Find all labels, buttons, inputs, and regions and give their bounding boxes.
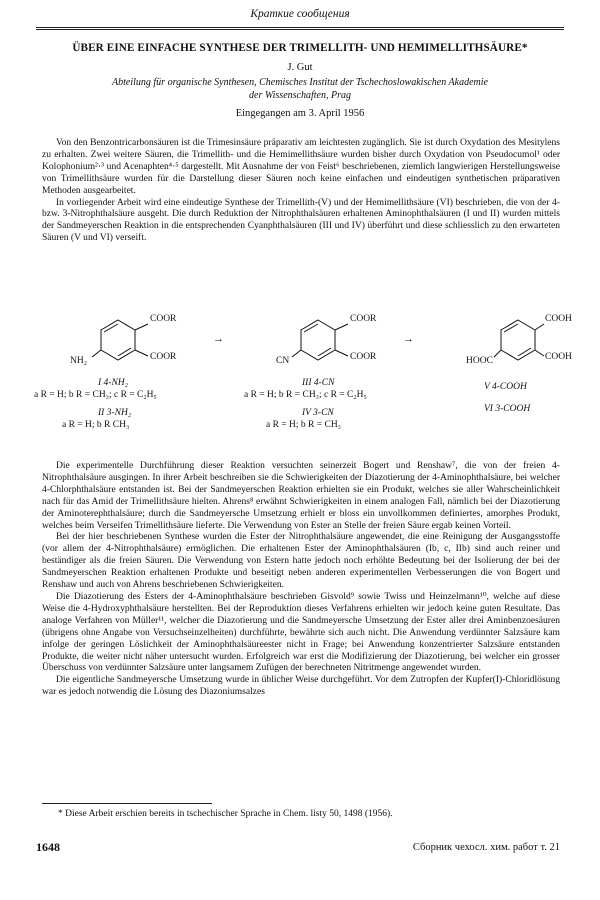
affiliation-line-1: Abteilung für organische Synthesen, Chemisches Institut der Tschechoslowakischen Akademie: [112, 77, 488, 88]
bond-line: [92, 350, 101, 357]
compound-label: III 4-CN: [302, 378, 335, 388]
paragraph: Die Diazotierung des Esters der 4-Aminophthalsäure beschrieben Gisvold⁹ sowie Twiss und Heinzelmann¹⁰, welche auf diese Weise die 4-Hydroxyphthalsäure herstellten. Bei der Reproduktion dieses Verfahrens erhielten wir jedoch keine guten Resultate. Das analoge Verfahren von Müller¹¹, welcher die Diazotierung und die Sandmeyersche Umsetzung der Ester aller drei Aminbenzoesäuren (übrigens ohne Angabe von Versuchseinzelheiten) durchführte, bewährte sich auch nicht. Die Anwendung verdünnter Salzsäure kam infolge der geringen Löslichkeit der Aminophthalsäureester nicht in Frage; bei Anwendung konzentrierter Salzsäure entstanden Produkte, die weiter nicht näher untersucht wurden. Erfolgreich war erst die Modifizierung der Diazotierung, bei welcher ein grosser Überschuss von verdünnter Salzsäure unter langsamem Zufügen der berechneten Nitritmenge angewendet wurden.: [42, 590, 560, 674]
ring-double-bond: [118, 348, 131, 356]
header-rule-2: [36, 29, 564, 30]
compound-variants: a R = H; b R = CH₃; c R = C₂H₅: [34, 390, 157, 400]
compound-variants: a R = H; b R = CH₃; c R = C₂H₅: [244, 390, 367, 400]
ring-double-bond: [304, 324, 318, 332]
affiliation-line-2: der Wissenschaften, Prag: [249, 90, 351, 101]
paragraph: Bei der hier beschriebenen Synthese wurden die Ester der Nitrophthalsäure angewendet, die eine Reinigung der Ausgangsstoffe (vor allem der 4-Nitrophthalsäure) ermöglichen. Die erhaltenen Ester der Aminophthalsäuren (Ib, c, IIb) sind auch reiner und beständiger als die freien Säuren. Die Verwendung von Estern hatte jedoch noch erhöhte Bedeutung bei der Isolierung der bei der Sandmeyerschen Reaktion erhaltenen Produkte und beseitigt neben anderen experimentellen Verbesserungen die von Bogert und Renshaw und auch von Ahrens beschriebenen Schwierigkeiten.: [42, 531, 560, 591]
bond-line: [535, 324, 544, 330]
paragraph: In vorliegender Arbeit wird eine eindeutige Synthese der Trimellith-(V) und der Hemimellithsäure (VI) beschrieben, die von der 4- bzw. 3-Nitrophthalsäure ausgeht. Die durch Reduktion der Nitrophthalsäuren erhaltenen Aminophthalsäuren (I und II) wurden mittels der Sandmeyerschen Reaktion in die entsprechenden Cyanphthalsäuren (III und IV) überführt und diese schliesslich zu den erwarteten Säuren (V und VI) verseift.: [42, 196, 560, 244]
received-date: Eingegangen am 3. April 1956: [235, 108, 365, 119]
benzene-ring-2: [301, 320, 335, 360]
bond-line: [335, 324, 348, 330]
running-header: Краткие сообщения: [250, 8, 350, 20]
compound-variants: a R = H; b R = CH₃: [266, 420, 341, 430]
journal-reference: Сборник чехосл. хим. работ т. 21: [412, 842, 560, 853]
paragraph: Von den Benzontricarbonsäuren ist die Trimesinsäure präparativ am leichtesten zugänglich. Sie ist durch Oxydation des Mesitylens zu erhalten. Zwei weitere Säuren, die Trimellith- und die Hemimellithsäure wurden bisher durch Oxydation von Pseudocumol¹ oder Kolophonium²·³ und Acenaphten⁴·⁵ dargestellt. Mit Ausnahme der von Feist⁶ beschriebenen, ziemlich langwierigen Herstellungsweise von Trimellithsäure wurden für die Darstellung dieser Säuren noch keine einfachen und eindeutigen synthetischen präparativen Methoden ausgearbeitet.: [42, 137, 560, 196]
substituent-label: NH₂: [70, 356, 88, 366]
ring-double-bond: [504, 324, 518, 332]
ring-double-bond: [518, 348, 531, 356]
substituent-label: COOR: [150, 314, 177, 324]
compound-variants: a R = H; b R CH₃: [62, 420, 130, 430]
reaction-arrow: →: [213, 333, 224, 345]
paragraph: Die experimentelle Durchführung dieser Reaktion versuchten seinerzeit Bogert und Renshaw⁷, die von der freien 4-Nitrophthalsäure ausgingen. In ihrer Arbeit beschreiben sie die Schwierigkeiten der Diazotierung der 4-Aminophthalsäure, bei welcher 4-Chlorphthalsäure entstanden ist. Bei der Sandmeyerschen Reaktion erhielten sie ein Produkt, welches sie aller Wahrscheinlichkeit nach für das Amid der Trimellithsäure hielten. Ahrens⁸ erwähnt Schwierigkeiten in einem analogen Fall, nämlich bei der Diazotierung der Aminoterephthalsäure; durch die Sandmeyersche Umsetzung erhielt er bloss ein unvollkommen definiertes, amorphes Produkt, welches beim Verseifen Trimellithsäure lieferte. Die Verwendung von Ester an Stelle der freien Säure ergab keinen Vorteil.: [42, 460, 560, 531]
benzene-ring-1: [101, 320, 135, 360]
page-number: 1648: [36, 840, 60, 854]
substituent-label: COOR: [350, 314, 377, 324]
ring-double-bond: [318, 348, 331, 356]
substituent-label: COOH: [545, 352, 572, 362]
compound-label: IV 3-CN: [302, 408, 334, 418]
compound-label: V 4-COOH: [484, 382, 527, 392]
benzene-ring-3: [501, 320, 535, 360]
intro-text: [42, 137, 560, 244]
reaction-scheme: [0, 300, 600, 450]
main-text: [42, 460, 560, 698]
substituent-label: COOH: [545, 314, 572, 324]
bond-line: [535, 350, 544, 356]
affiliation: [36, 76, 564, 102]
bond-line: [135, 350, 148, 356]
article-title: ÜBER EINE EINFACHE SYNTHESE DER TRIMELLITH- UND HEMIMELLITHSÄURE*: [72, 42, 528, 54]
substituent-label: CN: [276, 356, 290, 366]
footnote-rule: [42, 803, 212, 804]
reaction-arrow: →: [403, 333, 414, 345]
bond-line: [335, 350, 348, 356]
footnote: * Diese Arbeit erschien bereits in tschechischer Sprache in Chem. listy 50, 1498 (1956).: [58, 809, 393, 819]
substituent-label: COOR: [350, 352, 377, 362]
compound-label: I 4-NH₂: [98, 378, 128, 388]
substituent-label: HOOC: [466, 356, 493, 366]
ring-double-bond: [104, 324, 118, 332]
header-rule: [36, 27, 564, 28]
author: J. Gut: [287, 62, 313, 73]
compound-label: VI 3-COOH: [484, 404, 531, 414]
bond-line: [292, 350, 301, 357]
bond-line: [135, 324, 148, 330]
bond-line: [494, 350, 501, 357]
compound-label: II 3-NH₂: [98, 408, 132, 418]
paragraph: Die eigentliche Sandmeyersche Umsetzung wurde in üblicher Weise durchgeführt. Vor dem Zutropfen der Kupfer(I)-Chloridlösung war es jedoch notwendig die Lösung des Diazoniumsalzes: [42, 674, 560, 698]
substituent-label: COOR: [150, 352, 177, 362]
